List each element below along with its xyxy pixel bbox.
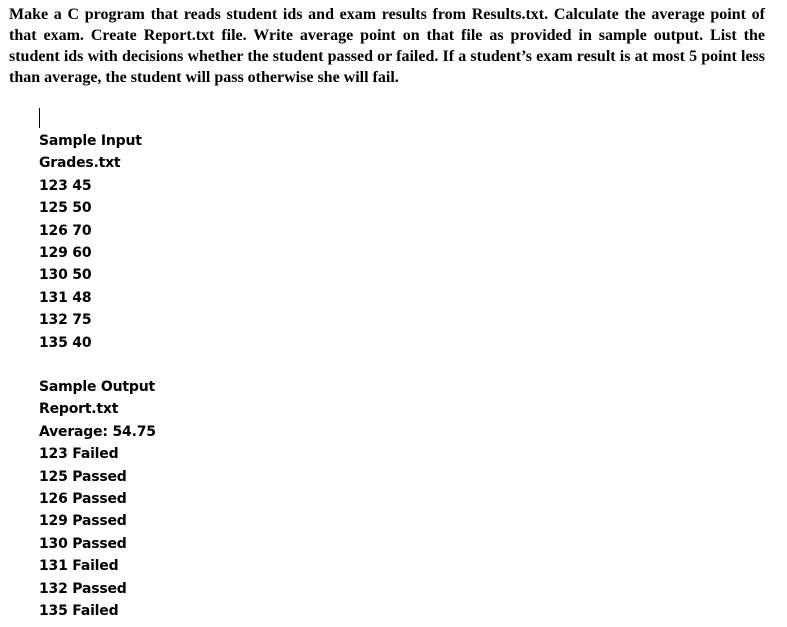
- sample-input-block: [39, 130, 142, 354]
- sample-output-line: 135 Failed: [39, 602, 119, 619]
- sample-input-line: 129 60: [39, 244, 92, 261]
- sample-output-line: 129 Passed: [39, 513, 127, 530]
- sample-input-line: 126 70: [39, 222, 92, 239]
- sample-output-average: Average: 54.75: [39, 423, 156, 440]
- sample-input-line: 131 48: [39, 289, 92, 306]
- sample-output-line: 126 Passed: [39, 490, 127, 507]
- sample-output-line: 131 Failed: [39, 558, 119, 575]
- sample-input-line: 130 50: [39, 267, 92, 284]
- sample-input-filename: Grades.txt: [39, 155, 121, 172]
- sample-output-line: 125 Passed: [39, 468, 127, 485]
- text-cursor: [39, 108, 40, 128]
- sample-output-line: 132 Passed: [39, 580, 127, 597]
- sample-input-line: 135 40: [39, 334, 92, 351]
- sample-output-heading: Sample Output: [39, 379, 155, 395]
- sample-input-line: 123 45: [39, 177, 92, 194]
- sample-output-block: [39, 376, 156, 622]
- sample-output-filename: Report.txt: [39, 401, 119, 418]
- sample-input-line: 125 50: [39, 200, 92, 217]
- sample-input-heading: Sample Input: [39, 133, 142, 149]
- problem-statement: Make a C program that reads student ids and exam results from Results.txt. Calculate the average point of that exam. Create Report.txt file. Write average point on that file as provided in sample output. List the student ids with decisions whether the student passed or failed. If a student’s exam result is at most 5 point less than average, the student will pass otherwise she will fail.: [9, 6, 765, 86]
- sample-output-line: 123 Failed: [39, 446, 119, 463]
- sample-input-line: 132 75: [39, 312, 92, 329]
- sample-output-line: 130 Passed: [39, 535, 127, 552]
